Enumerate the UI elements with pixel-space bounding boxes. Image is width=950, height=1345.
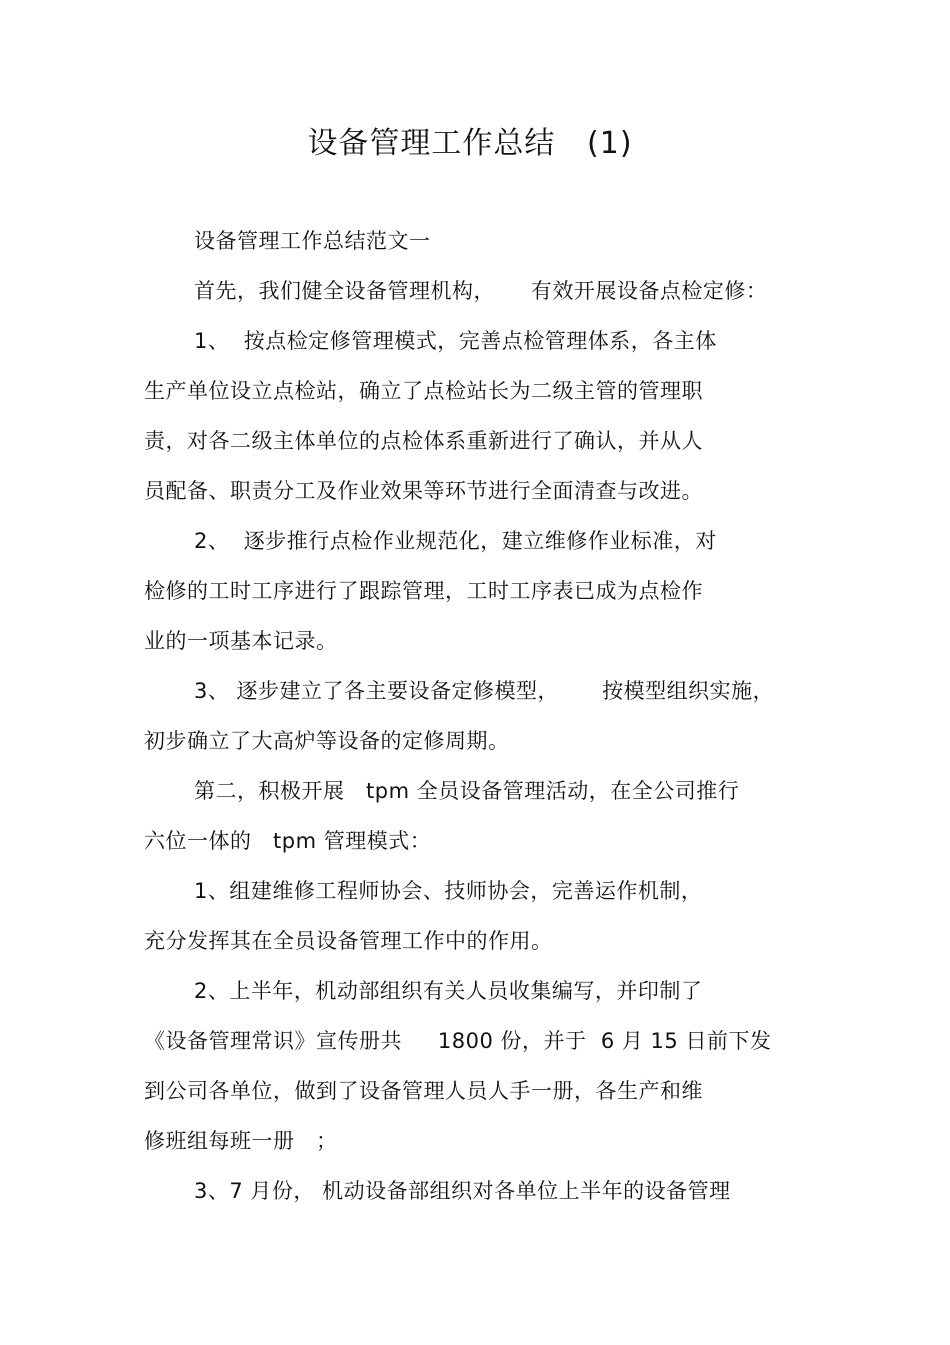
paragraph-line: 责，对各二级主体单位的点检体系重新进行了确认，并从人 [144,429,703,453]
paragraph-line: 初步确立了大高炉等设备的定修周期。 [144,729,510,753]
paragraph-line: 修班组每班一册 ； [144,1129,338,1153]
paragraph-line-intro: 设备管理工作总结范文一 [194,229,431,253]
paragraph-line: 业的一项基本记录。 [144,629,338,653]
paragraph-line: 《设备管理常识》宣传册共 1800 份，并于 6 月 15 日前下发 [144,1029,772,1053]
paragraph-line: 3、7 月份， 机动设备部组织对各单位上半年的设备管理 [194,1179,731,1203]
paragraph-line: 1、组建维修工程师协会、技师协会，完善运作机制， [194,879,703,903]
paragraph-line: 1、 按点检定修管理模式，完善点检管理体系，各主体 [194,329,717,353]
paragraph-line: 六位一体的 tpm 管理模式： [144,829,432,853]
paragraph-line: 检修的工时工序进行了跟踪管理，工时工序表已成为点检作 [144,579,703,603]
paragraph-line: 3、 逐步建立了各主要设备定修模型， 按模型组织实施， [194,679,775,703]
paragraph-line: 2、上半年，机动部组织有关人员收集编写，并印制了 [194,979,703,1003]
paragraph-line: 2、 逐步推行点检作业规范化，建立维修作业标准，对 [194,529,717,553]
paragraph-line: 首先，我们健全设备管理机构， 有效开展设备点检定修： [194,279,768,303]
paragraph-line: 充分发挥其在全员设备管理工作中的作用。 [144,929,553,953]
paragraph-line: 员配备、职责分工及作业效果等环节进行全面清查与改进。 [144,479,703,503]
document-title: 设备管理工作总结 (1) [307,126,633,161]
paragraph-line: 第二，积极开展 tpm 全员设备管理活动，在全公司推行 [194,779,740,803]
paragraph-line: 到公司各单位，做到了设备管理人员人手一册，各生产和维 [144,1079,703,1103]
paragraph-line: 生产单位设立点检站，确立了点检站长为二级主管的管理职 [144,379,703,403]
